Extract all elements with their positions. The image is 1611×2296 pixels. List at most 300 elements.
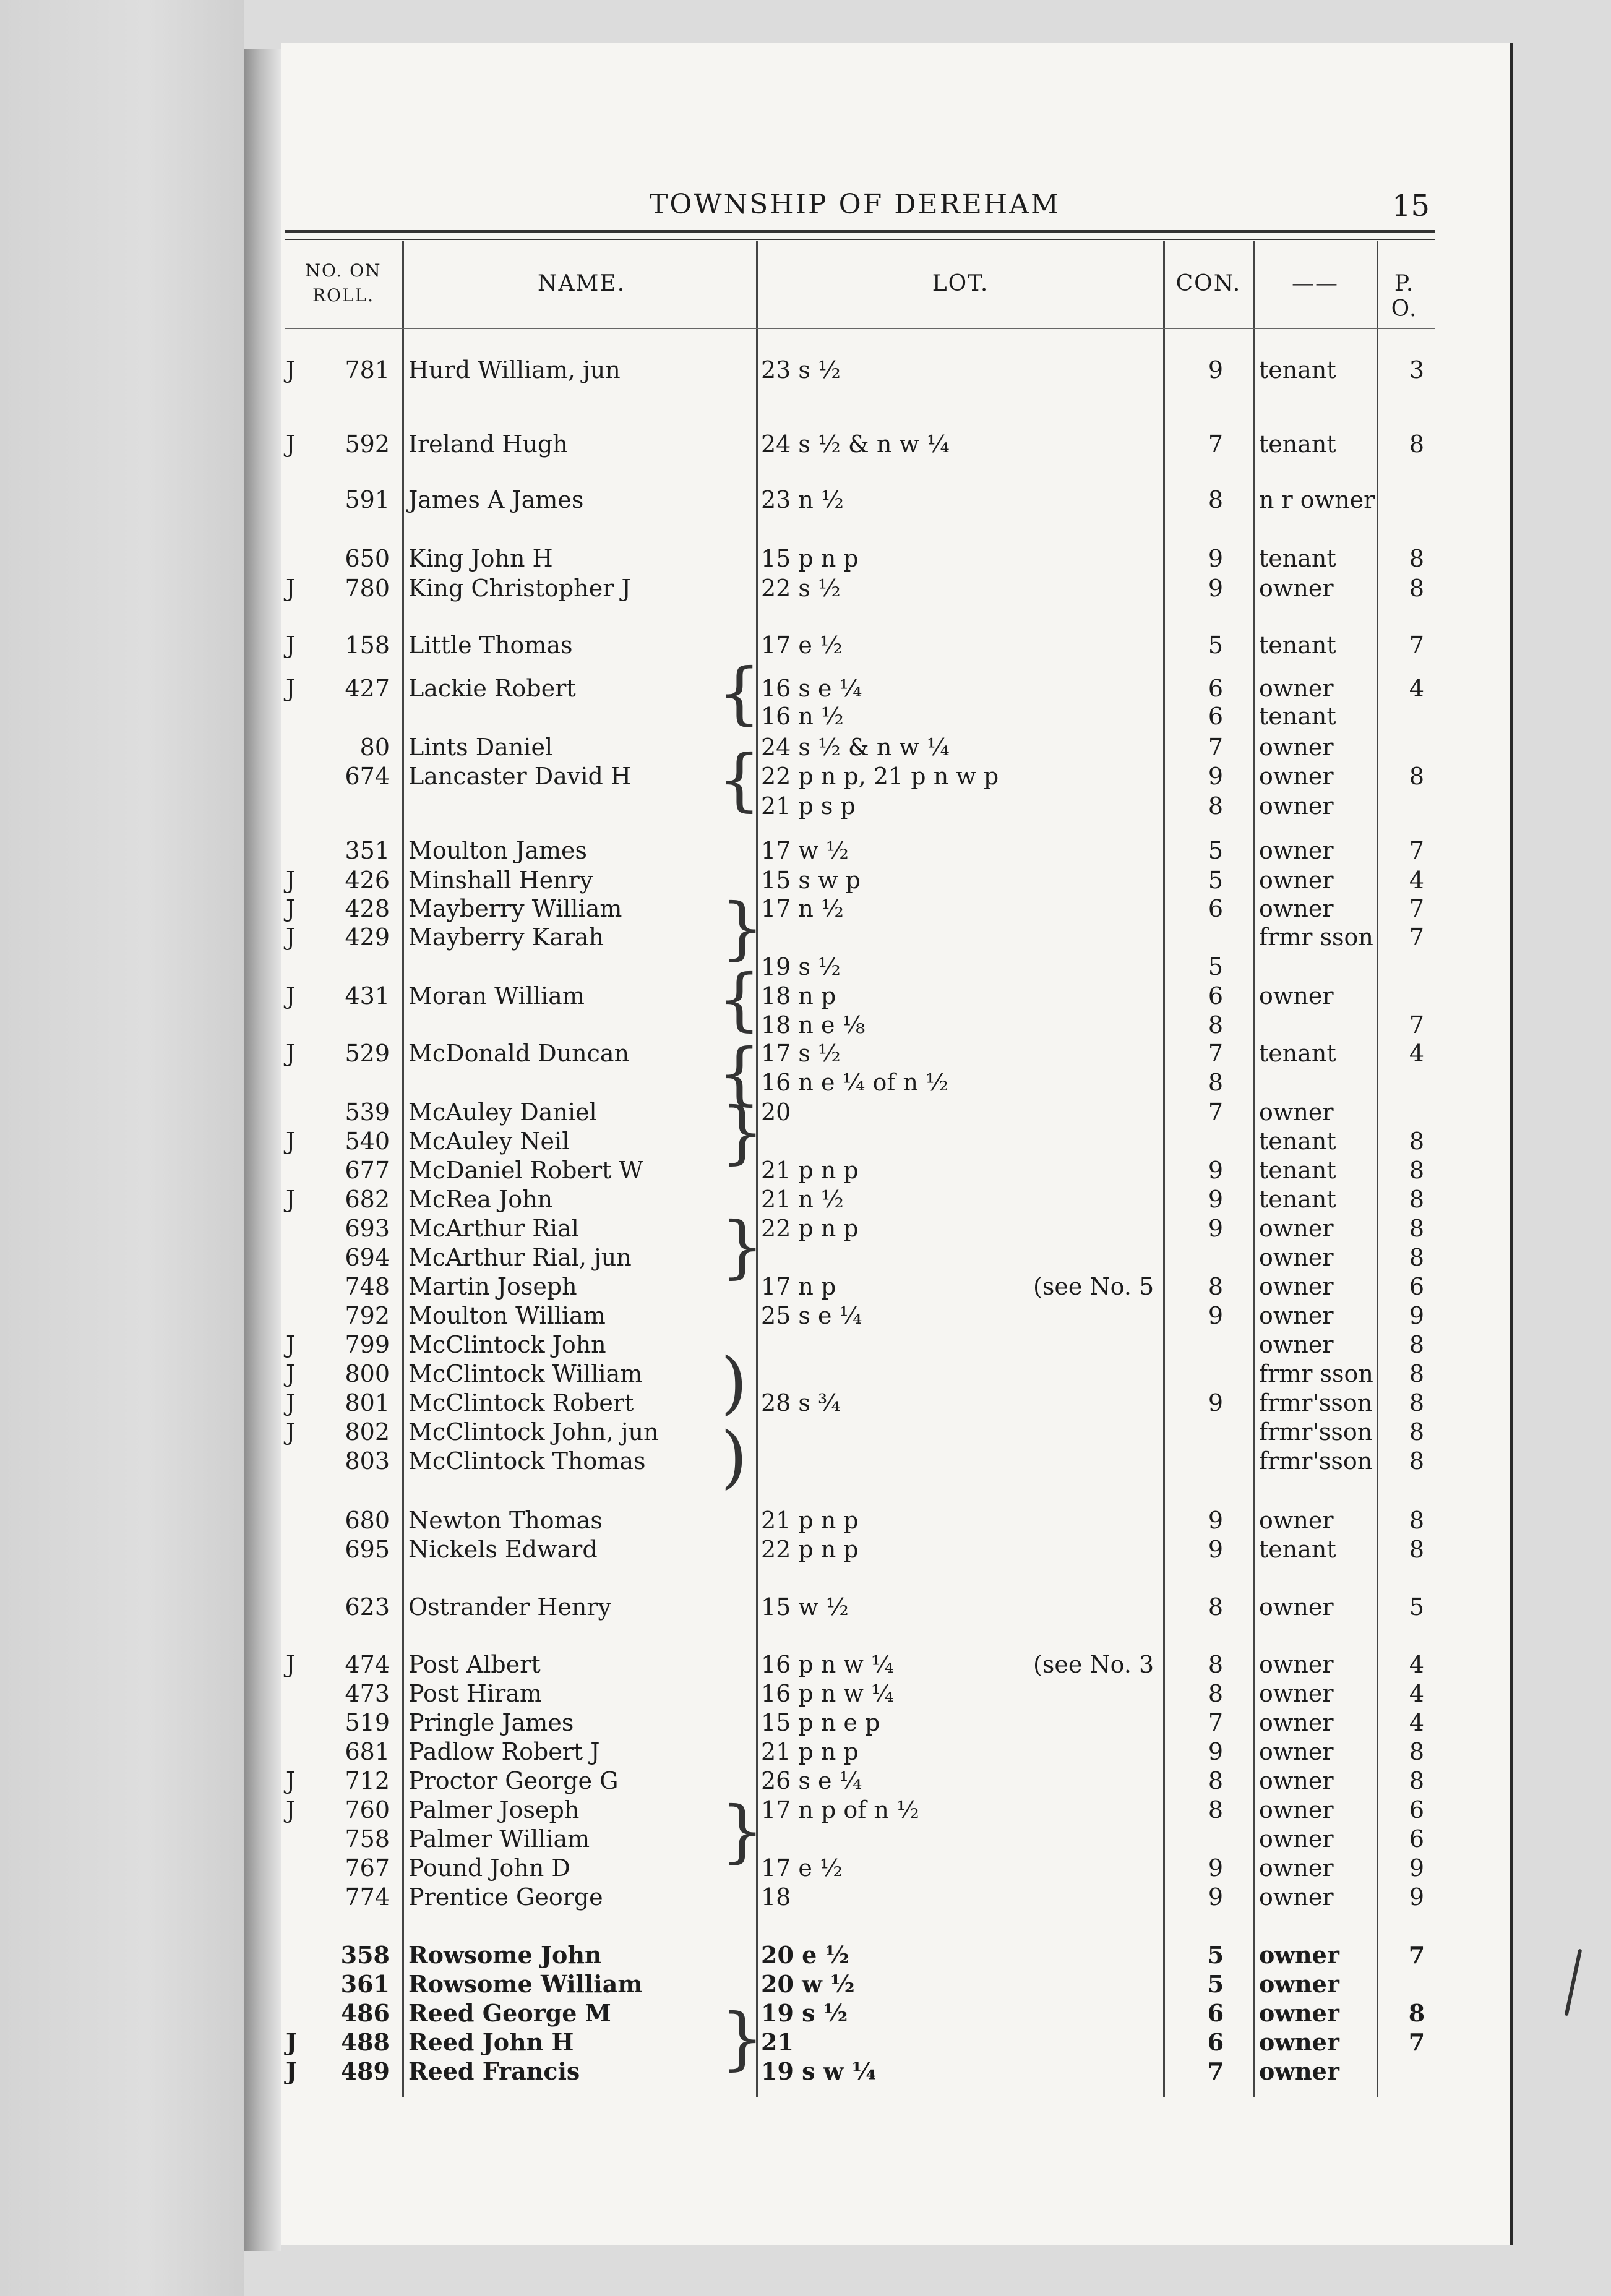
page-number: 15: [1392, 189, 1430, 223]
lot-description: 21 p n p: [761, 1738, 859, 1765]
post-office: 7: [1409, 923, 1425, 951]
tenure-status: owner: [1259, 895, 1334, 922]
post-office: 8: [1409, 1331, 1425, 1358]
resident-name: McArthur Rial, jun: [408, 1244, 632, 1271]
tenure-status: owner: [1259, 1738, 1334, 1765]
tenure-status: tenant: [1259, 1040, 1336, 1067]
roll-number: 426: [345, 867, 390, 894]
table-row: [0, 631, 1611, 660]
lot-description: 15 p n p: [761, 545, 859, 572]
resident-name: Ostrander Henry: [408, 1593, 612, 1621]
lot-description: 18 n p: [761, 982, 836, 1009]
table-row: [0, 2028, 1611, 2057]
concession: 9: [1208, 1389, 1224, 1416]
concession: 9: [1208, 1883, 1224, 1911]
table-row: [0, 953, 1611, 982]
tenure-status: n r owner: [1259, 486, 1375, 513]
resident-name: Moulton William: [408, 1302, 606, 1329]
post-office: 8: [1409, 545, 1425, 572]
lot-description: 15 p n e p: [761, 1709, 880, 1736]
table-row: [0, 1098, 1611, 1127]
resident-name: Post Hiram: [408, 1680, 542, 1707]
table-row: [0, 836, 1611, 865]
roll-number: 158: [345, 632, 390, 659]
tenure-status: tenant: [1259, 356, 1336, 383]
concession: 6: [1208, 982, 1224, 1009]
concession: 5: [1207, 1970, 1224, 1998]
resident-name: McClintock Thomas: [408, 1447, 646, 1475]
concession: 7: [1208, 1099, 1224, 1126]
post-office: 8: [1409, 763, 1425, 790]
post-office: 8: [1409, 1738, 1425, 1765]
column-header-rule: [285, 328, 1435, 329]
table-row: [0, 1068, 1611, 1097]
resident-name: Pound John D: [408, 1854, 570, 1882]
resident-name: Hurd William, jun: [408, 356, 621, 383]
post-office: 8: [1409, 1507, 1425, 1534]
table-row: [0, 356, 1611, 385]
table-row: [0, 1854, 1611, 1883]
lot-description: 15 s w p: [761, 867, 861, 894]
resident-name: Post Albert: [408, 1651, 541, 1678]
concession: 5: [1208, 867, 1224, 894]
lot-description: 16 n ½: [761, 703, 844, 730]
table-row: [0, 1679, 1611, 1708]
post-office: 9: [1409, 1883, 1425, 1911]
roll-flag: J: [286, 982, 296, 1009]
brace: }: [721, 1092, 764, 1172]
header-rule: [285, 230, 1435, 233]
tenure-status: owner: [1259, 837, 1334, 864]
resident-name: Lints Daniel: [408, 734, 553, 761]
lot-description: 21 p n p: [761, 1507, 859, 1534]
concession: 8: [1208, 1069, 1224, 1096]
page-title: TOWNSHIP OF DEREHAM: [650, 189, 1061, 220]
concession: 6: [1207, 1999, 1224, 2027]
concession: 9: [1208, 1157, 1224, 1184]
table-row: [0, 1272, 1611, 1301]
table-row: [0, 1389, 1611, 1418]
tenure-status: tenant: [1259, 1186, 1336, 1213]
post-office: 8: [1409, 1215, 1425, 1242]
roll-number: 748: [345, 1273, 390, 1300]
tenure-status: tenant: [1259, 703, 1336, 730]
table-row: [0, 733, 1611, 762]
concession: 9: [1208, 1536, 1224, 1563]
concession: 6: [1208, 703, 1224, 730]
resident-name: Mayberry William: [408, 895, 622, 922]
table-row: [0, 2057, 1611, 2086]
resident-name: McClintock John, jun: [408, 1418, 659, 1446]
concession: 8: [1208, 486, 1224, 513]
tenure-status: frmr'sson: [1259, 1418, 1373, 1446]
tenure-status: owner: [1259, 1331, 1334, 1358]
lot-description: 21 p n p: [761, 1157, 859, 1184]
roll-number: 431: [345, 982, 390, 1009]
roll-number: 519: [345, 1709, 390, 1736]
lot-description: 22 p n p: [761, 1536, 859, 1563]
roll-number: 801: [345, 1389, 390, 1416]
lot-description: 22 p n p: [761, 1215, 859, 1242]
tenure-status: owner: [1259, 1970, 1339, 1998]
tenure-status: owner: [1259, 1593, 1334, 1621]
post-office: 7: [1409, 895, 1425, 922]
roll-number: 693: [345, 1215, 390, 1242]
post-office: 6: [1409, 1825, 1425, 1853]
roll-number: 361: [340, 1970, 390, 1998]
table-row: [0, 1330, 1611, 1360]
post-office: 8: [1409, 1389, 1425, 1416]
lot-description: 24 s ½ & n w ¼: [761, 430, 950, 458]
resident-name: McDonald Duncan: [408, 1040, 630, 1067]
table-row: [0, 486, 1611, 515]
lot-description: 21 n ½: [761, 1186, 844, 1213]
resident-name: Proctor George G: [408, 1767, 619, 1794]
lot-description: 15 w ½: [761, 1593, 849, 1621]
concession: 9: [1208, 763, 1224, 790]
resident-name: Minshall Henry: [408, 867, 593, 894]
roll-number: 682: [345, 1186, 390, 1213]
resident-name: Lackie Robert: [408, 675, 576, 702]
roll-flag: J: [286, 575, 296, 602]
brace: {: [718, 653, 761, 732]
brace: ): [721, 1343, 747, 1422]
tenure-status: owner: [1259, 1796, 1334, 1823]
roll-number-header: NO. ON ROLL.: [305, 260, 382, 306]
post-office: 6: [1409, 1273, 1425, 1300]
post-office: 7: [1408, 1941, 1425, 1969]
tenure-status: owner: [1259, 1099, 1334, 1126]
post-office: 7: [1408, 2028, 1425, 2056]
resident-name: Reed Francis: [408, 2057, 580, 2085]
lot-description: 16 n e ¼ of n ½: [761, 1069, 948, 1096]
tenure-status: owner: [1259, 1709, 1334, 1736]
table-row: [0, 1535, 1611, 1564]
table-row: [0, 1243, 1611, 1272]
roll-number: 486: [340, 1999, 390, 2027]
roll-number: 351: [345, 837, 390, 864]
post-office: 4: [1409, 1040, 1425, 1067]
lot-description: 19 s w ¼: [761, 2057, 877, 2085]
lot-header: LOT.: [932, 271, 989, 296]
resident-name: McArthur Rial: [408, 1215, 579, 1242]
resident-name: McDaniel Robert W: [408, 1157, 643, 1184]
table-row: [0, 1593, 1611, 1622]
concession: 6: [1208, 675, 1224, 702]
concession: 9: [1208, 1215, 1224, 1242]
resident-name: McAuley Daniel: [408, 1099, 597, 1126]
post-office: 8: [1409, 1128, 1425, 1155]
lot-description: 24 s ½ & n w ¼: [761, 734, 950, 761]
roll-number: 592: [345, 430, 390, 458]
table-row: [0, 982, 1611, 1011]
brace: {: [718, 1034, 761, 1113]
lot-description: 26 s e ¼: [761, 1767, 862, 1794]
tenure-status: tenant: [1259, 430, 1336, 458]
tenure-status: owner: [1259, 1507, 1334, 1534]
roll-number: 781: [345, 356, 390, 383]
post-office: 9: [1409, 1302, 1425, 1329]
post-office: 8: [1409, 1767, 1425, 1794]
lot-description: 23 s ½: [761, 356, 841, 383]
tenure-status: owner: [1259, 575, 1334, 602]
brace: ): [721, 1417, 747, 1496]
table-row: [0, 574, 1611, 603]
concession: 9: [1208, 545, 1224, 572]
tenure-status: frmr sson: [1259, 1360, 1373, 1387]
post-office: 8: [1409, 575, 1425, 602]
roll-number: 80: [359, 734, 390, 761]
brace: {: [718, 959, 761, 1039]
roll-number: 358: [340, 1941, 390, 1969]
lot-description: 16 p n w ¼: [761, 1651, 894, 1678]
resident-name: Palmer William: [408, 1825, 590, 1853]
resident-name: King John H: [408, 545, 553, 572]
roll-flag: J: [286, 2057, 297, 2085]
table-row: [0, 1737, 1611, 1767]
table-row: [0, 1767, 1611, 1796]
roll-flag: J: [286, 675, 296, 702]
lot-description: 21: [761, 2028, 794, 2056]
lot-description: 16 p n w ¼: [761, 1680, 894, 1707]
roll-flag: J: [286, 1418, 296, 1446]
concession: 5: [1208, 837, 1224, 864]
lot-description: 17 e ½: [761, 1854, 843, 1882]
lot-description: 18 n e ⅛: [761, 1011, 866, 1039]
concession: 5: [1208, 632, 1224, 659]
roll-number: 681: [345, 1738, 390, 1765]
table-row: [0, 1039, 1611, 1068]
post-office: 8: [1409, 1244, 1425, 1271]
cross-reference-note: (see No. 5: [1033, 1273, 1154, 1300]
table-row: [0, 1650, 1611, 1679]
roll-number: 428: [345, 895, 390, 922]
lot-description: 17 n p of n ½: [761, 1796, 919, 1823]
tenure-status: owner: [1259, 675, 1334, 702]
lot-description: 16 s e ¼: [761, 675, 862, 702]
lot-description: 17 w ½: [761, 837, 849, 864]
lot-description: 23 n ½: [761, 486, 844, 513]
table-row: [0, 762, 1611, 791]
roll-flag: J: [286, 1767, 296, 1794]
roll-number: 802: [345, 1418, 390, 1446]
table-row: [0, 1011, 1611, 1040]
concession: 6: [1208, 895, 1224, 922]
post-office: 4: [1409, 675, 1425, 702]
roll-number: 623: [345, 1593, 390, 1621]
resident-name: Lancaster David H: [408, 763, 632, 790]
table-row: [0, 1825, 1611, 1854]
lot-description: 20: [761, 1099, 791, 1126]
post-office: 4: [1409, 1680, 1425, 1707]
table-row: [0, 1447, 1611, 1476]
roll-flag: J: [286, 867, 296, 894]
roll-number: 674: [345, 763, 390, 790]
tenure-status: tenant: [1259, 545, 1336, 572]
concession: 8: [1208, 1273, 1224, 1300]
table-row: [0, 1883, 1611, 1912]
tenure-status: owner: [1259, 1651, 1334, 1678]
table-row: [0, 1998, 1611, 2028]
resident-name: Nickels Edward: [408, 1536, 598, 1563]
concession: 9: [1208, 1854, 1224, 1882]
concession: 5: [1207, 1941, 1224, 1969]
resident-name: Mayberry Karah: [408, 923, 604, 951]
lot-description: 17 e ½: [761, 632, 843, 659]
resident-name: Ireland Hugh: [408, 430, 568, 458]
concession: 7: [1208, 1709, 1224, 1736]
tenure-status: owner: [1259, 763, 1334, 790]
table-row: [0, 1940, 1611, 1969]
roll-number: 474: [345, 1651, 390, 1678]
table-row: [0, 674, 1611, 703]
concession: 5: [1208, 953, 1224, 980]
lot-description: 22 s ½: [761, 575, 841, 602]
table-row: [0, 1360, 1611, 1389]
post-office: 8: [1409, 1360, 1425, 1387]
roll-number: 489: [340, 2057, 390, 2085]
resident-name: McRea John: [408, 1186, 553, 1213]
post-office: 3: [1409, 356, 1425, 383]
roll-flag: J: [286, 895, 296, 922]
post-office: 4: [1409, 1709, 1425, 1736]
post-office: 9: [1409, 1854, 1425, 1882]
table-row: [0, 1214, 1611, 1243]
roll-number: 650: [345, 545, 390, 572]
roll-number: 529: [345, 1040, 390, 1067]
roll-flag: J: [286, 430, 296, 458]
concession: 7: [1208, 734, 1224, 761]
roll-number: 695: [345, 1536, 390, 1563]
table-row: [0, 923, 1611, 952]
tenure-status: owner: [1259, 1825, 1334, 1853]
post-office: 8: [1408, 1999, 1425, 2027]
table-row: [0, 1156, 1611, 1185]
post-office: 8: [1409, 1186, 1425, 1213]
table-row: [0, 1708, 1611, 1737]
concession: 9: [1208, 1507, 1224, 1534]
roll-number: 488: [340, 2028, 390, 2056]
post-office-header: P. O.: [1391, 271, 1418, 322]
post-office: 8: [1409, 430, 1425, 458]
post-office: 8: [1409, 1536, 1425, 1563]
lot-description: 22 p n p, 21 p n w p: [761, 763, 999, 790]
header-rule-thin: [285, 239, 1435, 240]
tenure-status: tenant: [1259, 1157, 1336, 1184]
post-office: 6: [1409, 1796, 1425, 1823]
lot-description: 19 s ½: [761, 953, 841, 980]
table-row: [0, 866, 1611, 895]
con-header: CON.: [1175, 271, 1242, 296]
concession: 9: [1208, 1302, 1224, 1329]
tenure-status: owner: [1259, 1273, 1334, 1300]
tenure-status: owner: [1259, 1999, 1339, 2027]
roll-number: 429: [345, 923, 390, 951]
concession: 9: [1208, 575, 1224, 602]
resident-name: Rowsome John: [408, 1941, 602, 1969]
roll-number: 712: [345, 1767, 390, 1794]
lot-description: 21 p s p: [761, 792, 856, 820]
roll-number: 792: [345, 1302, 390, 1329]
tenure-status: owner: [1259, 1244, 1334, 1271]
concession: 8: [1208, 1011, 1224, 1039]
brace: }: [721, 1791, 764, 1870]
table-row: [0, 1418, 1611, 1447]
resident-name: King Christopher J: [408, 575, 631, 602]
tenure-status: owner: [1259, 2057, 1339, 2085]
post-office: 8: [1409, 1447, 1425, 1475]
table-row: [0, 544, 1611, 573]
lot-description: 19 s ½: [761, 1999, 848, 2027]
roll-flag: J: [286, 1796, 296, 1823]
post-office: 7: [1409, 837, 1425, 864]
resident-name: James A James: [408, 486, 584, 513]
roll-flag: J: [286, 356, 296, 383]
resident-name: Newton Thomas: [408, 1507, 603, 1534]
tenure-status: frmr'sson: [1259, 1389, 1373, 1416]
resident-name: Little Thomas: [408, 632, 573, 659]
table-row: [0, 792, 1611, 821]
tenure-status: tenant: [1259, 1536, 1336, 1563]
concession: 7: [1208, 1040, 1224, 1067]
name-header: NAME.: [537, 271, 626, 296]
lot-description: 25 s e ¼: [761, 1302, 862, 1329]
brace: }: [721, 888, 764, 967]
lot-description: 17 s ½: [761, 1040, 841, 1067]
tenure-status: owner: [1259, 1302, 1334, 1329]
roll-flag: J: [286, 1186, 296, 1213]
roll-number: 427: [345, 675, 390, 702]
concession: 8: [1208, 1651, 1224, 1678]
roll-flag: J: [286, 1360, 296, 1387]
resident-name: McClintock Robert: [408, 1389, 634, 1416]
resident-name: Reed George M: [408, 1999, 611, 2027]
roll-flag: J: [286, 1128, 296, 1155]
roll-number: 803: [345, 1447, 390, 1475]
resident-name: Moulton James: [408, 837, 588, 864]
table-row: [0, 894, 1611, 923]
roll-flag: J: [286, 1651, 296, 1678]
roll-number: 774: [345, 1883, 390, 1911]
tenure-status: owner: [1259, 982, 1334, 1009]
roll-flag: J: [286, 1331, 296, 1358]
table-row: [0, 1969, 1611, 1998]
post-office: 4: [1409, 867, 1425, 894]
resident-name: Reed John H: [408, 2028, 574, 2056]
roll-number: 760: [345, 1796, 390, 1823]
concession: 8: [1208, 1796, 1224, 1823]
roll-number: 591: [345, 486, 390, 513]
concession: 9: [1208, 1738, 1224, 1765]
status-header: ——: [1292, 271, 1339, 296]
resident-name: Martin Joseph: [408, 1273, 577, 1300]
table-row: [0, 702, 1611, 731]
post-office: 7: [1409, 632, 1425, 659]
post-office: 4: [1409, 1651, 1425, 1678]
roll-number: 758: [345, 1825, 390, 1853]
concession: 8: [1208, 1767, 1224, 1794]
tenure-status: owner: [1259, 2028, 1339, 2056]
resident-name: Pringle James: [408, 1709, 574, 1736]
roll-number: 539: [345, 1099, 390, 1126]
brace: }: [721, 1207, 764, 1286]
post-office: 5: [1409, 1593, 1425, 1621]
roll-flag: J: [286, 2028, 297, 2056]
roll-flag: J: [286, 923, 296, 951]
brace: }: [721, 1998, 764, 2078]
table-row: [0, 1301, 1611, 1330]
table-row: [0, 1506, 1611, 1535]
